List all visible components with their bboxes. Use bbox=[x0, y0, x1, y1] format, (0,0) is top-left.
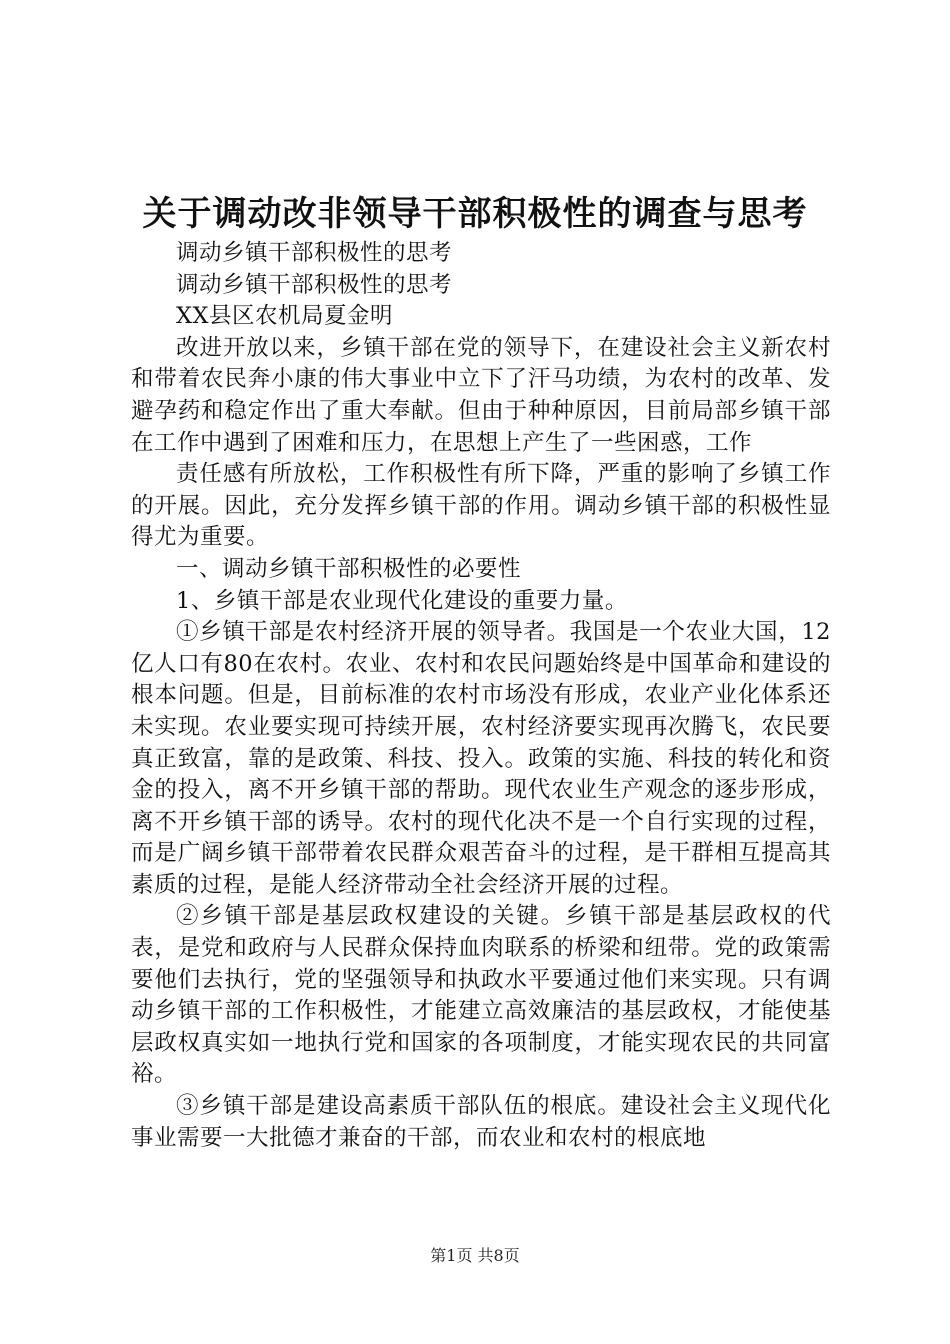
body-paragraph: ②乡镇干部是基层政权建设的关键。乡镇干部是基层政权的代表，是党和政府与人民群众保持血肉联系的桥梁和纽带。党的政策需要他们去执行，党的坚强领导和执政水平要通过他们来实现。只有调动乡镇干部的工作积极性，才能建立高效廉洁的基层政权，才能使基层政权真实如一地执行党和国家的各项制度，才能实现农民的共同富裕。 bbox=[131, 903, 831, 1088]
page-footer: 第1页 共8页 bbox=[430, 1246, 520, 1265]
body-paragraph: 改进开放以来，乡镇干部在党的领导下，在建设社会主义新农村和带着农民奔小康的伟大事业中立下了汗马功绩，为农村的改革、发避孕药和稳定作出了重大奉献。但由于种种原因，目前局部乡镇干部在工作中遇到了困难和压力，在思想上产生了一些困惑，工作 bbox=[131, 334, 831, 456]
subtitle-paragraph: 调动乡镇干部积极性的思考 bbox=[176, 271, 453, 298]
body-paragraph: ①乡镇干部是农村经济开展的领导者。我国是一个农业大国，12亿人口有80在农村。农业、农村和农民问题始终是中国革命和建设的根本问题。但是，目前标准的农村市场没有形成，农业产业化体系还未实现。农业要实现可持续开展，农村经济要实现再次腾飞，农民要真正致富，靠的是政策、科技、投入。政策的实施、科技的转化和资金的投入，离不开乡镇干部的帮助。现代农业生产观念的逐步形成，离不开乡镇干部的诱导。农村的现代化决不是一个自行实现的过程，而是广阔乡镇干部带着农民群众艰苦奋斗的过程，是干群相互提高其素质的过程，是能人经济带动全社会经济开展的过程。 bbox=[131, 619, 831, 898]
body-paragraph: 责任感有所放松，工作积极性有所下降，严重的影响了乡镇工作的开展。因此，充分发挥乡镇干部的作用。调动乡镇干部的积极性显得尤为重要。 bbox=[131, 461, 831, 551]
subtitle-paragraph: 调动乡镇干部积极性的思考 bbox=[176, 240, 453, 266]
subsection-heading: 1、乡镇干部是农业现代化建设的重要力量。 bbox=[176, 587, 628, 614]
body-paragraph: ③乡镇干部是建设高素质干部队伍的根底。建设社会主义现代化事业需要一大批德才兼奋的干部，而农业和农村的根底地 bbox=[131, 1093, 831, 1151]
document-title: 关于调动改非领导干部积极性的调查与思考 bbox=[142, 194, 808, 234]
section-heading: 一、调动乡镇干部积极性的必要性 bbox=[176, 555, 522, 582]
document-body bbox=[131, 238, 831, 1154]
author-line: XX县区农机局夏金明 bbox=[176, 303, 394, 330]
